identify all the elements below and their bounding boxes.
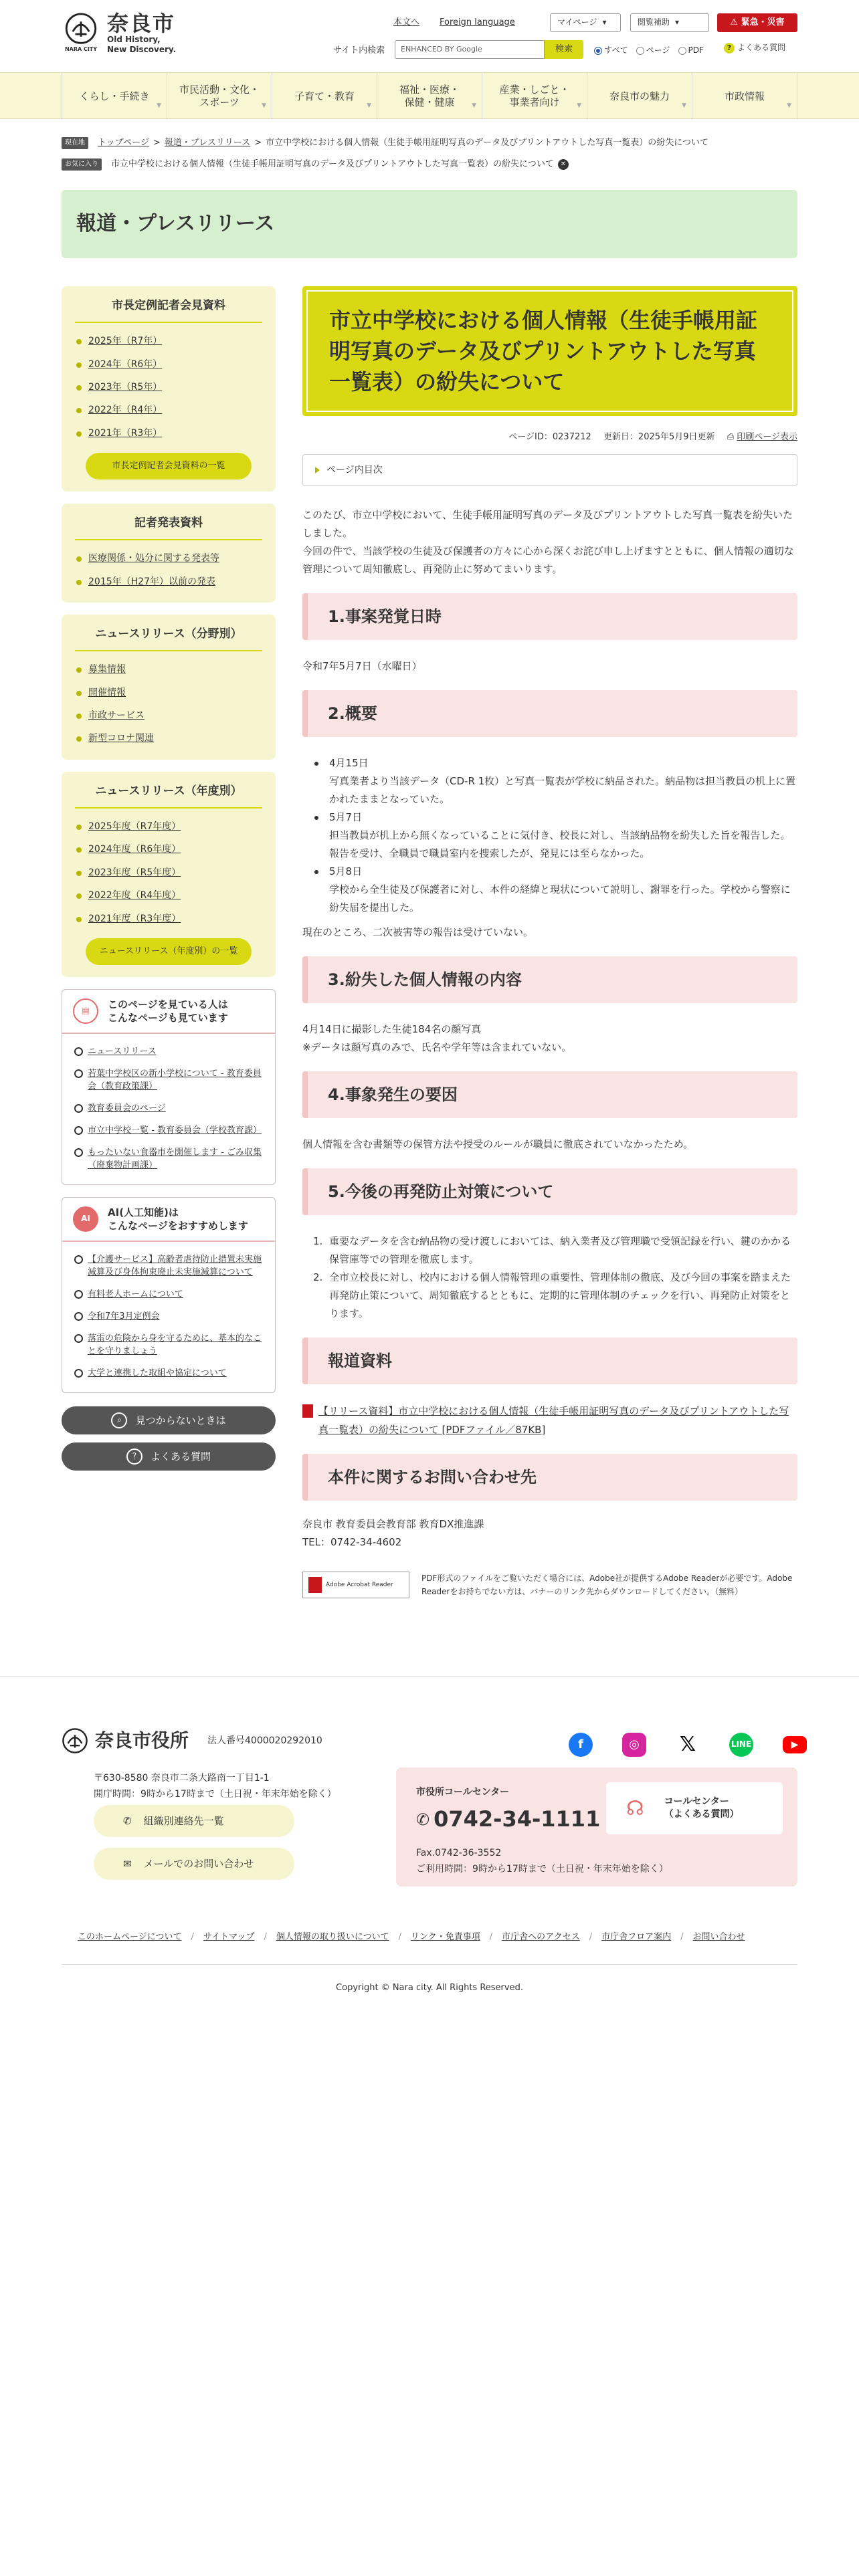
site-footer bbox=[0, 1676, 859, 2037]
toc-toggle[interactable] bbox=[302, 454, 797, 486]
article bbox=[302, 286, 797, 1598]
call-center-label: 市役所コールセンター bbox=[416, 1787, 510, 1798]
related-link[interactable]: 若葉中学校区の新小学校について - 教育委員会（教育政策課） bbox=[73, 1063, 264, 1097]
sidebar-link[interactable]: 2015年（H27年）以前の発表 bbox=[75, 570, 262, 593]
page-title: 報道・プレスリリース bbox=[62, 190, 797, 258]
article-meta bbox=[302, 431, 797, 445]
city-seal-icon bbox=[62, 1727, 88, 1754]
sidebar-link[interactable]: 2021年（R3年） bbox=[75, 422, 262, 445]
section-text: 現在のところ、二次被害等の報告は受けていない。 bbox=[302, 926, 534, 938]
gnav-item-industry[interactable] bbox=[482, 73, 587, 120]
sidebar-link[interactable]: 2021年度（R3年度） bbox=[75, 907, 262, 930]
foreign-language-link[interactable]: Foreign language bbox=[440, 17, 515, 27]
gnav-item-welfare[interactable] bbox=[377, 73, 482, 120]
chevron-down-icon: ▼ bbox=[472, 102, 476, 109]
email-inquiry-label: メールでのお問い合わせ bbox=[143, 1858, 254, 1870]
contact-tel: TEL：0742-34-4602 bbox=[302, 1535, 402, 1548]
section-text: ※データは顔写真のみで、氏名や学年等は含まれていない。 bbox=[302, 1041, 572, 1053]
logo-tagline-2: New Discovery. bbox=[107, 45, 177, 54]
section-heading: 本件に関するお問い合わせ先 bbox=[302, 1454, 797, 1501]
footer-link[interactable]: このホームページについて bbox=[78, 1932, 182, 1942]
footer-links: このホームページについて / サイトマップ / 個人情報の取り扱いについて / リンク・免責事項 / 市庁舎へのアクセス / 市庁舎フロア案内 / お問い合わせ bbox=[78, 1931, 745, 1945]
call-center-number[interactable]: 0742-34-1111 bbox=[434, 1806, 601, 1832]
mayor-press-list-button[interactable]: 市長定例記者会見資料の一覧 bbox=[86, 453, 252, 479]
gnav-label: 産業・しごと・ 事業者向け bbox=[499, 84, 570, 108]
line-icon[interactable]: LINE bbox=[729, 1733, 753, 1757]
gnav-label: 子育て・教育 bbox=[294, 90, 355, 102]
headset-icon: ☊ bbox=[626, 1796, 644, 1820]
warning-icon: ⚠ bbox=[730, 17, 741, 27]
ai-link[interactable]: 大学と連携した取組や協定について bbox=[73, 1362, 264, 1384]
footer-link[interactable]: リンク・免責事項 bbox=[410, 1932, 480, 1942]
mypage-label: マイページ bbox=[557, 17, 597, 27]
favorite-item[interactable]: 市立中学校における個人情報（生徒手帳用証明写真のデータ及びプリントアウトした写真一覧表）の紛失について bbox=[111, 159, 554, 169]
social-links bbox=[569, 1733, 807, 1757]
sidebar-link[interactable]: 2024年（R6年） bbox=[75, 353, 262, 376]
radio-pdf-label: PDF bbox=[688, 45, 704, 55]
favorites-tag: お気に入り bbox=[62, 158, 102, 171]
prevention-list bbox=[302, 1232, 797, 1323]
section-text: 令和7年5月7日（水曜日） bbox=[302, 659, 422, 672]
site-logo[interactable] bbox=[62, 12, 176, 55]
search-scope-radios bbox=[594, 44, 704, 57]
radio-all-label: すべて bbox=[604, 45, 628, 55]
faq-header-label: よくある質問 bbox=[737, 43, 786, 52]
search-button[interactable]: 検索 bbox=[545, 40, 583, 59]
breadcrumb-home[interactable]: トップページ bbox=[98, 138, 149, 148]
updated-date: 更新日：2025年5月9日更新 bbox=[603, 432, 715, 442]
skip-to-content-link[interactable]: 本文へ bbox=[393, 17, 420, 27]
section-text: 4月14日に撮影した生徒184名の顔写真 bbox=[302, 1023, 482, 1035]
faq-header-link[interactable] bbox=[724, 41, 785, 54]
emergency-label: 緊急・災害 bbox=[741, 17, 785, 27]
emergency-button[interactable] bbox=[717, 13, 797, 32]
sidebar-link[interactable]: 2023年（R5年） bbox=[75, 376, 262, 399]
search-input[interactable]: ENHANCED BY Google bbox=[395, 40, 545, 59]
document-icon: ▤ bbox=[73, 998, 98, 1024]
search-label: サイト内検索 bbox=[333, 45, 385, 56]
sidebar-box-news-by-field bbox=[62, 615, 276, 760]
footer-link[interactable]: 市庁舎へのアクセス bbox=[502, 1932, 580, 1942]
related-title: このページを見ている人は bbox=[108, 998, 228, 1010]
adobe-badge-label: Adobe Acrobat Reader bbox=[326, 1581, 393, 1588]
sidebar-link[interactable]: 2024年度（R6年度） bbox=[75, 838, 262, 861]
email-inquiry-button[interactable] bbox=[94, 1848, 294, 1880]
call-center-faq-sub: （よくある質問） bbox=[664, 1809, 739, 1820]
radio-page-label: ページ bbox=[646, 45, 670, 55]
radio-page[interactable] bbox=[636, 44, 670, 57]
current-location-tag: 現在地 bbox=[62, 137, 88, 149]
list-item: 1. 重要なデータを含む納品物の受け渡しにおいては、納入業者及び管理職で受領記録を行い、鍵のかかる保管庫等での管理を徹底します。 bbox=[313, 1235, 791, 1265]
ai-title: こんなページをおすすめします bbox=[108, 1220, 248, 1232]
faq-button[interactable] bbox=[62, 1442, 276, 1471]
printer-icon: ⎙ bbox=[727, 432, 735, 442]
call-center-box bbox=[396, 1767, 797, 1887]
gnav-item-administration[interactable] bbox=[692, 73, 797, 120]
print-link[interactable]: ⎙ 印刷ページ表示 bbox=[727, 432, 797, 442]
mail-icon: ✉ bbox=[123, 1858, 132, 1870]
youtube-icon[interactable]: ▶ bbox=[783, 1736, 807, 1753]
intro-paragraph: 今回の件で、当該学校の生徒及び保護者の方々に心から深くお詫び申し上げますとともに、個人情報の適切な管理について周知徹底し、再発防止に努めてまいります。 bbox=[302, 544, 794, 575]
sidebar-box-title: 記者発表資料 bbox=[75, 514, 262, 540]
adobe-reader-banner[interactable] bbox=[302, 1572, 409, 1598]
toc-label: ページ内目次 bbox=[326, 464, 383, 475]
section-heading: 報道資料 bbox=[302, 1337, 797, 1384]
sidebar-link[interactable]: 2025年（R7年） bbox=[75, 330, 262, 352]
section-heading: 5.今後の再発防止対策について bbox=[302, 1168, 797, 1215]
facebook-icon[interactable]: f bbox=[569, 1733, 593, 1757]
sidebar-box-press-release bbox=[62, 504, 276, 603]
footer-link[interactable]: サイトマップ bbox=[203, 1932, 255, 1942]
sidebar-link[interactable]: 開催情報 bbox=[75, 681, 262, 704]
related-link[interactable]: 市立中学校一覧 - 教育委員会（学校教育課） bbox=[73, 1119, 264, 1142]
ai-link[interactable]: 【介護サービス】高齢者虐待防止措置未実施減算及び身体拘束廃止未実施減算について bbox=[73, 1249, 264, 1283]
chevron-down-icon: ▾ bbox=[602, 17, 607, 27]
footer-link[interactable]: 市庁舎フロア案内 bbox=[601, 1932, 672, 1942]
intro-paragraph: このたび、市立中学校において、生徒手帳用証明写真のデータ及びプリントアウトした写真一覧表を紛失いたしました。 bbox=[302, 508, 793, 539]
chevron-down-icon: ▼ bbox=[367, 102, 371, 109]
chevron-down-icon: ▼ bbox=[262, 102, 266, 109]
sidebar-box-title: ニュースリリース（分野別） bbox=[75, 625, 262, 651]
section-heading: 2.概要 bbox=[302, 690, 797, 737]
footer-link[interactable]: お問い合わせ bbox=[692, 1932, 745, 1942]
accessibility-label: 閲覧補助 bbox=[638, 17, 670, 27]
sidebar-link[interactable]: 2023年度（R5年度） bbox=[75, 861, 262, 884]
list-item: 2. 全市立校長に対し、校内における個人情報管理の重要性、管理体制の徹底、及び今回の事案を踏まえた再発防止策について、周知徹底するとともに、定期的に管理体制のチェックを行い、再発防止対策をとります。 bbox=[313, 1271, 791, 1319]
chevron-down-icon: ▼ bbox=[157, 102, 161, 109]
sidebar-box-mayor-press bbox=[62, 286, 276, 492]
ai-recommend-box bbox=[62, 1197, 276, 1393]
gnav-label: 福祉・医療・ 保健・健康 bbox=[399, 84, 460, 108]
breadcrumb-press[interactable]: 報道・プレスリリース bbox=[164, 138, 251, 148]
call-hours: ご利用時間：9時から17時まで（土日祝・年末年始を除く） bbox=[416, 1864, 668, 1874]
gnav-item-culture[interactable] bbox=[167, 73, 272, 120]
ai-link[interactable]: 令和7年3月定例会 bbox=[73, 1305, 264, 1327]
question-icon: ? bbox=[724, 43, 735, 53]
adobe-icon bbox=[308, 1577, 322, 1593]
pdf-link[interactable]: 【リリース資料】市立中学校における個人情報（生徒手帳用証明写真のデータ及びプリントアウトした写真一覧表）の紛失について [PDFファイル／87KB] bbox=[302, 1402, 797, 1439]
not-found-button[interactable] bbox=[62, 1406, 276, 1434]
related-link[interactable]: 教育委員会のページ bbox=[73, 1097, 264, 1119]
call-center-faq-label: コールセンター bbox=[664, 1796, 729, 1807]
sidebar bbox=[62, 286, 276, 1471]
favorites-bar bbox=[62, 158, 797, 172]
list-item: 5月7日 担当教員が机上から無くなっていることに気付き、校長に対し、当該納品物を紛失した旨を報告した。報告を受け、全職員で職員室内を捜索したが、発見には至らなかった。 bbox=[302, 809, 797, 863]
logo-title: 奈良市 bbox=[107, 11, 176, 36]
sidebar-link[interactable]: 募集情報 bbox=[75, 658, 262, 681]
related-title: こんなページも見ています bbox=[108, 1012, 228, 1024]
logo-tagline-1: Old History, bbox=[107, 35, 161, 44]
phone-icon: ✆ bbox=[123, 1815, 132, 1827]
chevron-down-icon: ▼ bbox=[787, 102, 791, 109]
gnav-label: くらし・手続き bbox=[79, 90, 150, 102]
ai-title: AI(人工知能)は bbox=[108, 1206, 179, 1218]
contact-dept: 奈良市 教育委員会教育部 教育DX推進課 bbox=[302, 1517, 484, 1530]
mypage-dropdown[interactable] bbox=[550, 13, 621, 32]
copyright: Copyright © Nara city. All Rights Reserved. bbox=[336, 1983, 523, 1993]
footer-address: 〒630-8580 奈良市二条大路南一丁目1-1 bbox=[94, 1773, 270, 1784]
list-item: 5月8日 学校から全生徒及び保護者に対し、本件の経緯と現状について説明し、謝罪を行った。学校から警察に紛失届を提出した。 bbox=[302, 863, 797, 917]
corporate-number: 法人番号4000020292010 bbox=[207, 1735, 322, 1747]
call-center-faq-button[interactable] bbox=[606, 1782, 783, 1834]
sidebar-link[interactable]: 新型コロナ関連 bbox=[75, 727, 262, 750]
breadcrumb-current: 市立中学校における個人情報（生徒手帳用証明写真のデータ及びプリントアウトした写真一覧表）の紛失について bbox=[266, 138, 708, 148]
city-seal-icon bbox=[62, 13, 100, 54]
radio-dot-icon bbox=[594, 47, 602, 55]
news-by-year-list-button[interactable]: ニュースリリース（年度別）の一覧 bbox=[86, 938, 252, 965]
gnav-item-education[interactable] bbox=[272, 73, 377, 120]
related-link[interactable]: ニュースリリース bbox=[73, 1041, 264, 1063]
sidebar-link[interactable]: 市政サービス bbox=[75, 704, 262, 727]
department-contacts-label: 組織別連絡先一覧 bbox=[143, 1815, 224, 1827]
triangle-right-icon bbox=[315, 467, 320, 473]
footer-link[interactable]: 個人情報の取り扱いについて bbox=[276, 1932, 389, 1942]
section-heading: 3.紛失した個人情報の内容 bbox=[302, 956, 797, 1003]
sidebar-link[interactable]: 医療関係・処分に関する発表等 bbox=[75, 547, 262, 570]
radio-pdf[interactable] bbox=[678, 44, 704, 57]
radio-all[interactable] bbox=[594, 44, 628, 57]
breadcrumb: 現在地 トップページ > 報道・プレスリリース > 市立中学校における個人情報（生徒手帳用証明写真のデータ及びプリントアウトした写真一覧表）の紛失について bbox=[62, 136, 797, 150]
article-title: 市立中学校における個人情報（生徒手帳用証明写真のデータ及びプリントアウトした写真一覧表）の紛失について bbox=[302, 286, 797, 416]
logo-subtext: NARA CITY bbox=[64, 46, 98, 53]
related-link[interactable]: もったいない食器市を開催します - ごみ収集（廃棄物計画課） bbox=[73, 1142, 264, 1176]
gnav-label: 奈良市の魅力 bbox=[609, 90, 670, 102]
close-icon[interactable]: ✕ bbox=[558, 159, 569, 170]
not-found-label: 見つからないときは bbox=[135, 1414, 226, 1426]
radio-dot-icon bbox=[636, 47, 644, 55]
site-header bbox=[0, 0, 859, 72]
chevron-down-icon: ▼ bbox=[577, 102, 581, 109]
sidebar-box-news-by-year bbox=[62, 772, 276, 977]
sidebar-link[interactable]: 2025年度（R7年度） bbox=[75, 815, 262, 838]
related-pages-box bbox=[62, 989, 276, 1185]
gnav-item-life[interactable] bbox=[62, 73, 167, 120]
gnav-item-attractions[interactable] bbox=[587, 73, 692, 120]
section-heading: 4.事象発生の要因 bbox=[302, 1071, 797, 1118]
sidebar-box-title: 市長定例記者会見資料 bbox=[75, 297, 262, 323]
fax-number: Fax.0742-36-3552 bbox=[416, 1848, 502, 1858]
sidebar-box-title: ニュースリリース（年度別） bbox=[75, 782, 262, 809]
instagram-icon[interactable]: ◎ bbox=[622, 1733, 646, 1757]
global-nav bbox=[0, 72, 859, 119]
section-text: 個人情報を含む書類等の保管方法や授受のルールが職員に徹底されていなかったため。 bbox=[302, 1138, 694, 1150]
chevron-down-icon: ▾ bbox=[675, 17, 680, 27]
section-heading: 1.事案発覚日時 bbox=[302, 593, 797, 640]
gnav-label: 市政情報 bbox=[724, 90, 765, 102]
page-id: ページID：0237212 bbox=[508, 432, 591, 442]
search-icon: ⌕ bbox=[111, 1412, 127, 1428]
ai-link[interactable]: 有料老人ホームについて bbox=[73, 1283, 264, 1305]
overview-list bbox=[302, 754, 797, 917]
department-contacts-button[interactable] bbox=[94, 1805, 294, 1837]
sidebar-link[interactable]: 2022年（R4年） bbox=[75, 399, 262, 421]
sidebar-link[interactable]: 2022年度（R4年度） bbox=[75, 884, 262, 907]
phone-icon: ✆ bbox=[416, 1810, 430, 1829]
chevron-down-icon: ▼ bbox=[682, 102, 686, 109]
pdf-icon bbox=[302, 1404, 313, 1418]
accessibility-dropdown[interactable] bbox=[630, 13, 709, 32]
ai-link[interactable]: 落雷の危険から身を守るために、基本的なことを守りましょう bbox=[73, 1327, 264, 1362]
footer-org-name: 奈良市役所 bbox=[95, 1729, 189, 1751]
faq-label: よくある質問 bbox=[150, 1451, 211, 1463]
x-icon[interactable]: 𝕏 bbox=[676, 1733, 700, 1757]
ai-icon: AI bbox=[73, 1206, 98, 1232]
radio-dot-icon bbox=[678, 47, 686, 55]
question-icon: ? bbox=[126, 1448, 142, 1465]
gnav-label: 市民活動・文化・ スポーツ bbox=[179, 84, 260, 108]
acrobat-note: PDF形式のファイルをご覧いただく場合には、Adobe社が提供するAdobe Readerが必要です。Adobe Readerをお持ちでない方は、バナーのリンク先からダウンロードしてください。（無料） bbox=[421, 1573, 793, 1596]
footer-hours: 開庁時間：9時から17時まで（土日祝・年末年始を除く） bbox=[94, 1789, 337, 1800]
list-item: 4月15日 写真業者より当該データ（CD-R 1枚）と写真一覧表が学校に納品された。納品物は担当教員の机上に置かれたままとなっていた。 bbox=[302, 754, 797, 809]
